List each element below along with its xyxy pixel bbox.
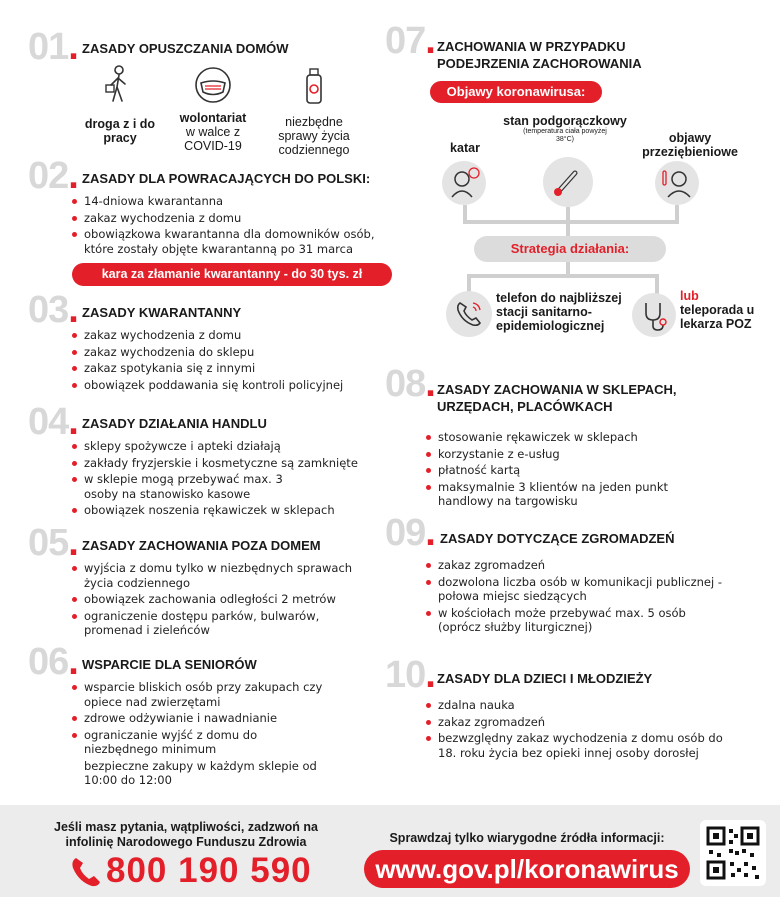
section-number-08: 08.	[385, 363, 435, 405]
section-title-08: ZASADY ZACHOWANIA W SKLEPACH, URZĘDACH, PLACÓWKACH	[437, 382, 677, 414]
connector-h2	[467, 274, 659, 278]
section-number-04: 04.	[28, 401, 78, 443]
runny-nose-icon	[442, 161, 486, 205]
connector-h1	[463, 220, 679, 224]
section-number-03: 03.	[28, 289, 78, 331]
hotline-text: Jeśli masz pytania, wątpliwości, zadzwoń na infolinię Narodowego Funduszu Zdrowia	[54, 820, 318, 849]
fever-note: (temperatura ciała powyżej 38°C)	[523, 128, 607, 143]
list-item: zakaz wychodzenia z domu	[71, 211, 401, 226]
symptom-circle-fever	[543, 157, 593, 207]
flu-symptoms-icon	[655, 161, 699, 205]
list-item: ograniczenie dostępu parków, bulwarów, promenad i zieleńców	[71, 609, 344, 638]
section-number-07: 07.	[385, 20, 435, 62]
section-number-05: 05.	[28, 522, 78, 564]
list-item: obowiązek noszenia rękawiczek w sklepach	[71, 503, 381, 518]
icon-label-volunteer	[170, 111, 256, 153]
list-item: ograniczanie wyjść z domu do niezbędnego minimum	[71, 728, 284, 757]
penalty-banner: kara za złamanie kwarantanny - do 30 tys. zł	[72, 263, 392, 286]
list-item-extra: bezpieczne zakupy w każdym sklepie od 10:00 do 12:00	[84, 758, 317, 787]
list-item: zakłady fryzjerskie i kosmetyczne są zamknięte	[71, 456, 381, 471]
connector-v6	[655, 274, 659, 294]
connector-v3	[675, 205, 679, 222]
section-number-06: 06.	[28, 641, 78, 683]
qr-code[interactable]	[700, 820, 766, 886]
thermometer-icon	[543, 157, 593, 207]
qr-code-icon	[700, 820, 766, 886]
list-item: zakaz zgromadzeń	[425, 715, 745, 730]
section-number-01: 01.	[28, 26, 78, 68]
section-title-01: ZASADY OPUSZCZANIA DOMÓW	[82, 41, 289, 56]
list-item: w kościołach może przebywać max. 5 osób (oprócz służby liturgicznej)	[425, 606, 713, 635]
icon-label-errands	[264, 115, 364, 157]
list-item: zakaz zgromadzeń	[425, 558, 740, 573]
footer	[0, 805, 780, 897]
list-item: obowiązek zachowania odległości 2 metrów	[71, 592, 371, 607]
list-item: płatność kartą	[425, 463, 725, 478]
list-item: korzystanie z e-usług	[425, 447, 725, 462]
list-06	[71, 680, 341, 790]
symptom-label-fever	[500, 114, 630, 144]
gov-url-button[interactable]: www.gov.pl/koronawirus	[364, 850, 690, 888]
list-09	[425, 558, 740, 637]
section-number-10: 10.	[385, 654, 435, 696]
list-item: wyjścia z domu tylko w niezbędnych sprawach życia codziennego	[71, 561, 371, 590]
errands-text: niezbędne sprawy życia codziennego	[278, 115, 350, 157]
connector-v1	[463, 205, 467, 222]
stethoscope-icon	[632, 293, 676, 337]
or-text: lub	[680, 289, 699, 303]
list-item: 14-dniowa kwarantanna	[71, 194, 401, 209]
action-circle-stethoscope	[632, 293, 676, 337]
symptom-circle-cold	[655, 161, 699, 205]
symptoms-label: Objawy koronawirusa:	[430, 81, 602, 103]
section-title-02: ZASADY DLA POWRACAJĄCYCH DO POLSKI:	[82, 171, 371, 186]
list-item: obowiązkowa kwarantanna dla domowników osób, które zostały objęte kwarantanną po 31 marca	[71, 227, 401, 256]
action-label-phone: telefon do najbliższej stacji sanitarno-epidemiologicznej	[496, 291, 622, 333]
list-item: obowiązek poddawania się kontroli policyjnej	[71, 378, 391, 393]
icon-walking	[103, 65, 135, 105]
section-title-03: ZASADY KWARANTANNY	[82, 305, 242, 320]
list-10	[425, 698, 745, 762]
list-item: stosowanie rękawiczek w sklepach	[425, 430, 725, 445]
list-08	[425, 430, 725, 511]
connector-v2	[566, 207, 570, 237]
list-item: maksymalnie 3 klientów na jeden punkt handlowy na targowisku	[425, 480, 703, 509]
sources-text: Sprawdzaj tylko wiarygodne źródła informacji:	[389, 831, 665, 845]
section-number-09: 09.	[385, 512, 435, 554]
phone-number[interactable]: 800 190 590	[106, 851, 312, 890]
symptom-label-katar: katar	[450, 141, 480, 155]
section-title-05: ZASADY ZACHOWANIA POZA DOMEM	[82, 538, 321, 553]
list-item: zdrowe odżywianie i nawadnianie	[71, 711, 341, 726]
list-item: zdalna nauka	[425, 698, 745, 713]
walking-person-icon	[103, 65, 135, 105]
list-item: zakaz spotykania się z innymi	[71, 361, 391, 376]
section-title-04: ZASADY DZIAŁANIA HANDLU	[82, 416, 267, 431]
volunteer-rest: w walce z COVID-19	[184, 125, 242, 153]
fever-label-text: stan podgorączkowy	[503, 114, 627, 128]
phone-icon	[70, 855, 102, 889]
list-item: zakaz wychodzenia z domu	[71, 328, 391, 343]
face-mask-icon	[193, 65, 233, 105]
telemed-text: teleporada u lekarza POZ	[680, 303, 755, 331]
symptom-circle-katar	[442, 161, 486, 205]
list-03	[71, 328, 391, 394]
section-title-07: ZACHOWANIA W PRZYPADKU PODEJRZENIA ZACHOROWANIA	[437, 39, 642, 71]
section-title-10: ZASADY DLA DZIECI I MŁODZIEŻY	[437, 671, 653, 686]
list-02	[71, 194, 401, 258]
symptom-label-cold: objawy przeziębieniowe	[642, 131, 738, 159]
list-04	[71, 439, 381, 520]
list-05	[71, 561, 371, 640]
icon-groceries	[299, 65, 329, 105]
list-item: sklepy spożywcze i apteki działają	[71, 439, 381, 454]
icon-label-work: droga z i do pracy	[84, 117, 156, 145]
section-title-09: ZASADY DOTYCZĄCE ZGROMADZEŃ	[440, 531, 675, 546]
list-item: bezwzględny zakaz wychodzenia z domu osób do 18. roku życia bez opieki innej osoby dorosłej	[425, 731, 738, 760]
section-number-02: 02.	[28, 155, 78, 197]
list-item: wsparcie bliskich osób przy zakupach czy opiece nad zwierzętami	[71, 680, 341, 709]
phone-icon	[446, 291, 492, 337]
icon-mask	[193, 65, 233, 105]
strategy-label: Strategia działania:	[474, 236, 666, 262]
section-title-06: WSPARCIE DLA SENIORÓW	[82, 657, 257, 672]
groceries-icon	[299, 65, 329, 105]
action-label-telemed	[680, 289, 766, 331]
volunteer-bold: wolontariat	[179, 111, 247, 125]
list-item: w sklepie mogą przebywać max. 3 osoby na stanowisko kasowe	[71, 472, 314, 501]
list-item: dozwolona liczba osób w komunikacji publicznej - połowa miejsc siedzących	[425, 575, 740, 604]
action-circle-phone	[446, 291, 492, 337]
list-item: zakaz wychodzenia do sklepu	[71, 345, 391, 360]
